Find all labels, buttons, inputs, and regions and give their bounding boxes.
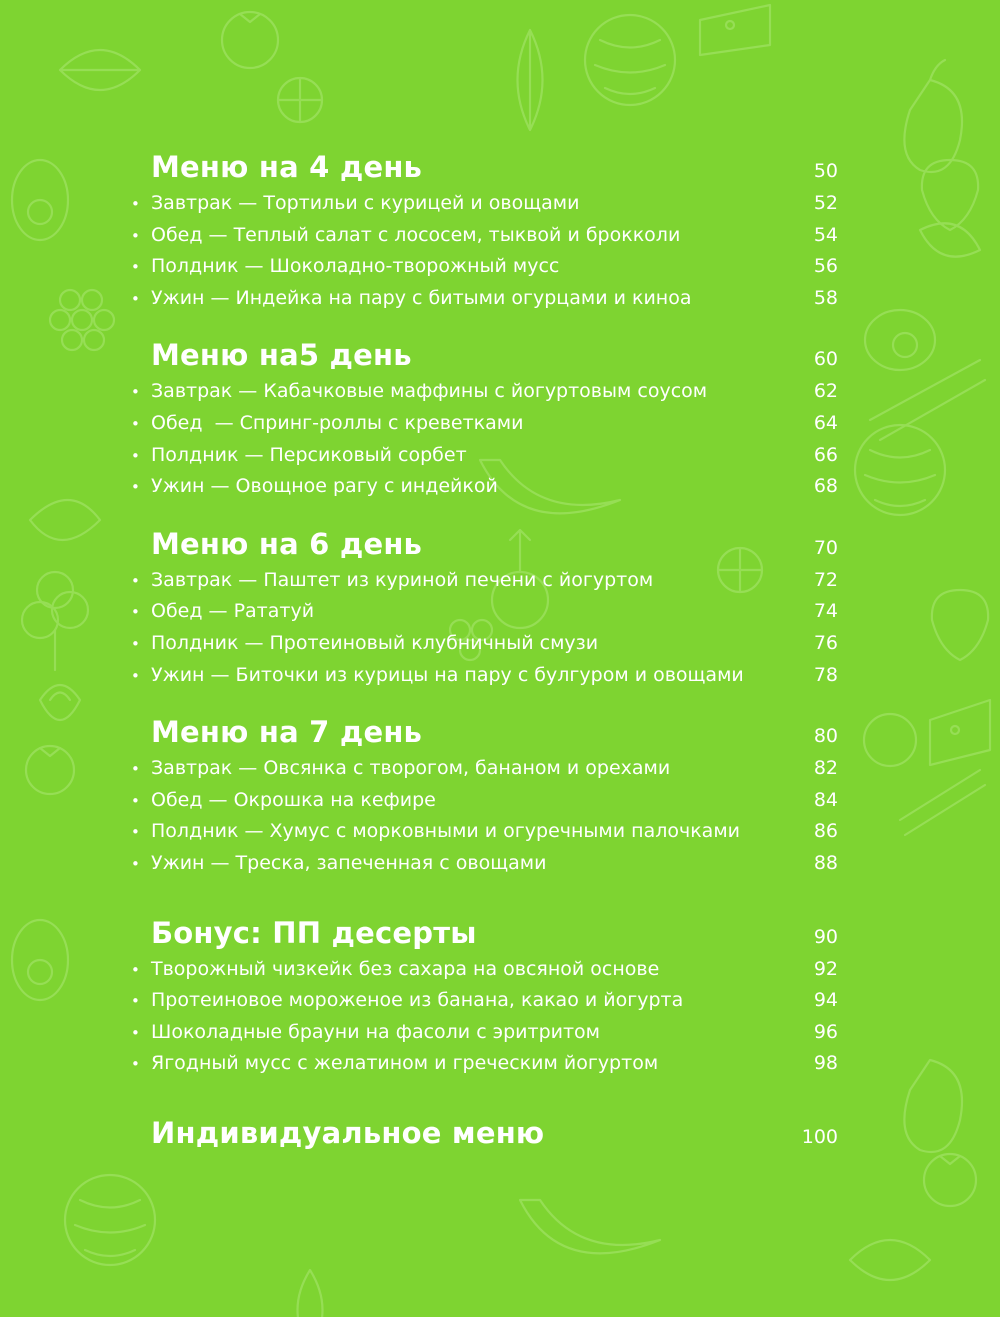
toc-entry[interactable] xyxy=(131,569,841,601)
toc-section xyxy=(131,1116,841,1158)
bullet-icon: • xyxy=(131,760,140,779)
toc-heading-row[interactable] xyxy=(131,338,841,380)
leaf-icon xyxy=(298,1270,323,1317)
entry-text: Полдник — Протеиновый клубничный смузи xyxy=(151,631,599,654)
entry-page-number: 66 xyxy=(813,443,838,466)
entry-text: Обед — Рататуй xyxy=(151,600,315,623)
banana-icon xyxy=(520,1200,660,1253)
entry-text: Завтрак — Кабачковые маффины с йогуртовым соусом xyxy=(151,380,708,403)
leaf-icon xyxy=(920,223,980,256)
entry-page-number: 86 xyxy=(813,820,838,843)
section-title: Индивидуальное меню xyxy=(151,1115,545,1150)
toc-entry[interactable] xyxy=(131,958,841,990)
watermelon-icon xyxy=(585,15,675,105)
toc-entry[interactable] xyxy=(131,789,841,821)
entry-text: Завтрак — Овсянка с творогом, бананом и орехами xyxy=(151,757,671,780)
entry-page-number: 96 xyxy=(813,1020,838,1043)
toc-entry[interactable] xyxy=(131,600,841,632)
bullet-icon: • xyxy=(131,571,140,590)
carrot-icon xyxy=(900,770,985,835)
toc-entry[interactable] xyxy=(131,820,841,852)
tomato-icon xyxy=(26,746,74,794)
strawberry-icon xyxy=(922,160,978,230)
section-title: Бонус: ПП десерты xyxy=(151,915,477,950)
toc-heading-row[interactable] xyxy=(131,715,841,757)
entry-page-number: 58 xyxy=(813,286,838,309)
toc-entry[interactable] xyxy=(131,380,841,412)
section-title: Меню на 4 день xyxy=(151,150,423,184)
leaf-icon xyxy=(850,1240,930,1280)
toc-entry[interactable] xyxy=(131,412,841,444)
entry-page-number: 92 xyxy=(813,957,838,980)
entry-text: Ягодный мусс с желатином и греческим йогуртом xyxy=(151,1052,659,1075)
bullet-icon: • xyxy=(131,414,140,433)
toc-section xyxy=(131,916,841,1084)
toc-entry[interactable] xyxy=(131,989,841,1021)
broccoli-icon xyxy=(22,572,88,670)
entry-text: Творожный чизкейк без сахара на овсяной основе xyxy=(151,957,660,980)
toc-entry[interactable] xyxy=(131,255,841,287)
section-page-number: 90 xyxy=(813,925,838,948)
entry-text: Завтрак — Тортильи с курицей и овощами xyxy=(151,192,580,214)
entry-text: Полдник — Персиковый сорбет xyxy=(151,443,467,466)
strawberry-icon xyxy=(932,590,988,660)
entry-page-number: 82 xyxy=(813,757,838,780)
toc-entry[interactable] xyxy=(131,664,841,696)
pepper-icon xyxy=(904,1060,962,1152)
bullet-icon: • xyxy=(131,854,140,873)
entry-text: Протеиновое мороженое из банана, какао и йогурта xyxy=(151,989,684,1012)
watermelon-icon xyxy=(65,1175,155,1265)
entry-text: Ужин — Треска, запеченная с овощами xyxy=(151,851,547,874)
entry-page-number: 84 xyxy=(813,788,838,811)
section-page-number: 100 xyxy=(801,1125,838,1148)
toc-section xyxy=(131,527,841,695)
tomato-icon xyxy=(222,12,278,68)
toc-entry[interactable] xyxy=(131,1021,841,1053)
toc-heading-row[interactable] xyxy=(131,916,841,958)
entry-page-number: 94 xyxy=(813,989,838,1012)
toc-entry[interactable] xyxy=(131,475,841,507)
toc-section xyxy=(131,150,841,318)
entry-page-number: 76 xyxy=(813,631,838,654)
entry-page-number: 74 xyxy=(813,600,838,623)
entry-text: Ужин — Индейка на пару с битыми огурцами и киноа xyxy=(151,286,692,309)
section-page-number: 80 xyxy=(813,725,838,748)
bullet-icon: • xyxy=(131,446,140,465)
cheese-icon xyxy=(700,5,770,55)
entry-text: Обед — Теплый салат с лососем, тыквой и брокколи xyxy=(151,223,681,246)
bullet-icon: • xyxy=(131,226,140,245)
leaf-icon xyxy=(60,50,140,90)
entry-text: Полдник — Хумус с морковными и огуречными палочками xyxy=(151,820,741,843)
tomato-icon xyxy=(924,1154,976,1206)
section-page-number: 60 xyxy=(813,348,838,371)
bullet-icon: • xyxy=(131,634,140,653)
bullet-icon: • xyxy=(131,992,140,1011)
table-of-contents xyxy=(131,150,841,1178)
toc-entry[interactable] xyxy=(131,224,841,256)
entry-page-number: 88 xyxy=(813,851,838,874)
lemon-icon xyxy=(864,714,916,766)
toc-heading-row[interactable] xyxy=(131,150,841,192)
bullet-icon: • xyxy=(131,478,140,497)
toc-entry[interactable] xyxy=(131,287,841,319)
entry-text: Шоколадные брауни на фасоли с эритритом xyxy=(151,1020,601,1043)
lemon-icon xyxy=(278,78,322,122)
bullet-icon: • xyxy=(131,1023,140,1042)
pepper-icon xyxy=(904,60,962,172)
bullet-icon: • xyxy=(131,258,140,277)
entry-page-number: 54 xyxy=(813,223,838,246)
section-page-number: 70 xyxy=(813,536,838,559)
entry-text: Обед — Спринг-роллы с креветками xyxy=(151,411,524,434)
bullet-icon: • xyxy=(131,603,140,622)
section-title: Меню на 7 день xyxy=(151,715,423,750)
bullet-icon: • xyxy=(131,823,140,842)
entry-text: Ужин — Овощное рагу с индейкой xyxy=(151,475,498,498)
toc-heading-row[interactable] xyxy=(131,1116,841,1158)
bullet-icon: • xyxy=(131,1055,140,1074)
section-title: Меню на5 день xyxy=(151,338,412,373)
section-page-number: 50 xyxy=(813,160,838,182)
toc-heading-row[interactable] xyxy=(131,527,841,569)
entry-text: Обед — Окрошка на кефире xyxy=(151,788,436,811)
entry-page-number: 64 xyxy=(813,411,838,434)
artichoke-icon xyxy=(40,685,80,720)
entry-page-number: 56 xyxy=(813,255,838,278)
avocado-icon xyxy=(12,920,68,1000)
toc-entry[interactable] xyxy=(131,632,841,664)
cheese-icon xyxy=(930,700,990,765)
entry-page-number: 98 xyxy=(813,1052,838,1075)
entry-page-number: 78 xyxy=(813,663,838,686)
leaf-icon xyxy=(30,500,100,540)
grape-icon xyxy=(50,290,114,350)
bullet-icon: • xyxy=(131,195,140,213)
toc-section xyxy=(131,338,841,506)
leaf-icon xyxy=(518,30,543,130)
entry-page-number: 62 xyxy=(813,380,838,403)
entry-page-number: 68 xyxy=(813,475,838,498)
entry-text: Ужин — Биточки из курицы на пару с булгуром и овощами xyxy=(151,663,744,686)
entry-page-number: 52 xyxy=(813,192,838,214)
toc-entry[interactable] xyxy=(131,192,841,224)
avocado-icon xyxy=(865,310,935,370)
entry-text: Полдник — Шоколадно-творожный мусс xyxy=(151,255,560,278)
watermelon-icon xyxy=(855,425,945,515)
bullet-icon: • xyxy=(131,960,140,979)
asparagus-icon xyxy=(870,360,985,440)
bullet-icon: • xyxy=(131,791,140,810)
entry-text: Завтрак — Паштет из куриной печени с йогуртом xyxy=(151,568,654,591)
toc-entry[interactable] xyxy=(131,757,841,789)
section-title: Меню на 6 день xyxy=(151,526,423,561)
toc-entry[interactable] xyxy=(131,1052,841,1084)
bullet-icon: • xyxy=(131,289,140,308)
toc-section xyxy=(131,715,841,883)
bullet-icon: • xyxy=(131,666,140,685)
entry-page-number: 72 xyxy=(813,568,838,591)
bullet-icon: • xyxy=(131,383,140,402)
toc-entry[interactable] xyxy=(131,444,841,476)
toc-entry[interactable] xyxy=(131,852,841,884)
avocado-icon xyxy=(12,160,68,240)
